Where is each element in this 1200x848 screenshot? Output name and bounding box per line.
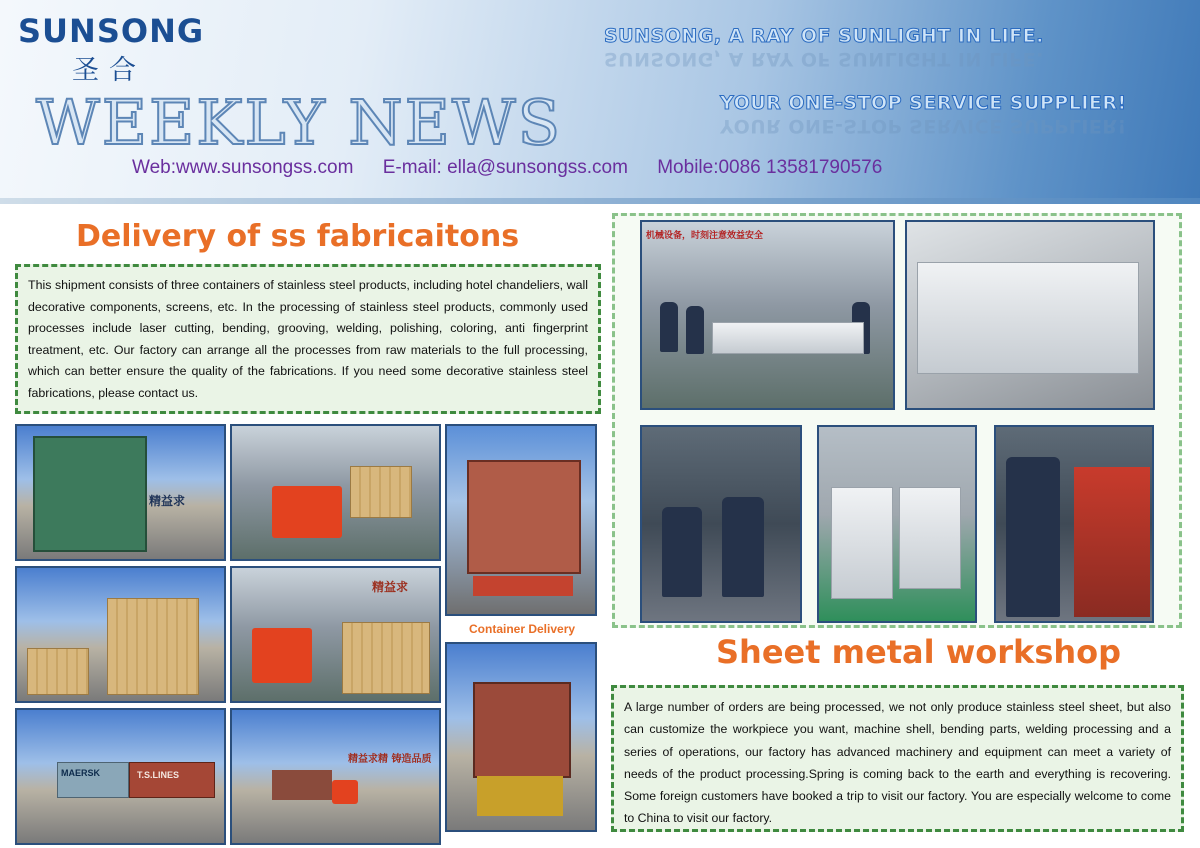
photo-forklift-crates [230,424,441,561]
delivery-section-title: Delivery of ss fabricaitons [76,219,520,254]
slogan-secondary-reflection: YOUR ONE-STOP SERVICE SUPPLIER! [720,115,1127,137]
photo-container-truck [445,424,597,616]
photo-steel-profiles [817,425,977,623]
slogan-primary-reflection: SUNSONG, A RAY OF SUNLIGHT IN LIFE. [604,48,1044,70]
factory-sign: 精益求 [149,494,186,508]
slogan-secondary: YOUR ONE-STOP SERVICE SUPPLIER! [720,92,1127,114]
contact-line [132,157,906,179]
delivery-description-text: This shipment consists of three containers of stainless steel products, including hotel chandeliers, wall decorative components, screens, etc. In the processing of stainless steel products, commonly used processes include laser cutting, bending, grooving, welding, polishing, coloring, anti fingerprint treatment, etc. Our factory can arrange all the processes from raw materials to the full processing, which can better ensure the quality of the fabrications. If you need some decorative stainless steel fabrications, please contact us. [28,278,588,400]
header-divider [0,198,1200,204]
photo-truck-yard [230,708,441,845]
workshop-description-text: A large number of orders are being processed, we not only produce stainless steel sheet, but also can customize the workpiece you want, machine shell, bending parts, welding processing and a series of operations, our factory has advanced machinery and equipment can meet a variety of needs of the product processing.Spring is coming back to the earth and everything is recovering. Some foreign customers have booked a trip to visit our factory. You are especially welcome to come to China to visit our factory. [624,700,1171,826]
newsletter-title: WEEKLY NEWS [36,86,563,159]
workshop-description-box [611,685,1184,832]
photo-press-brake [994,425,1154,623]
photo-bending-workers [640,425,802,623]
factory-sign: 精益求 [372,580,409,594]
workshop-section-title: Sheet metal workshop [716,633,1122,671]
mobile-number: Mobile:0086 13581790576 [657,157,883,178]
factory-sign: 精益求精 铸造品质 [348,754,432,765]
photo-steel-sheets [905,220,1155,410]
photo-truck-maersk [15,708,226,845]
tslines-label: T.S.LINES [137,770,180,780]
photo-forklift-loading [230,566,441,703]
workshop-sign: 机械设备，时刻注意效益安全 [646,231,764,241]
maersk-label: MAERSK [61,768,101,778]
website-link[interactable]: Web:www.sunsongss.com [132,157,354,178]
sunsong-logo: SUNSONG [18,12,205,50]
email-link[interactable]: E-mail: ella@sunsongss.com [382,157,628,178]
container-delivery-caption: Container Delivery [469,622,576,636]
photo-workshop-hall [640,220,895,410]
photo-container-rear [445,642,597,832]
photo-container-loading [15,424,226,561]
slogan-primary: SUNSONG, A RAY OF SUNLIGHT IN LIFE. [604,25,1044,47]
photo-crates-yard [15,566,226,703]
delivery-description-box [15,264,601,414]
sunsong-logo-chinese: 圣合 [72,55,146,86]
